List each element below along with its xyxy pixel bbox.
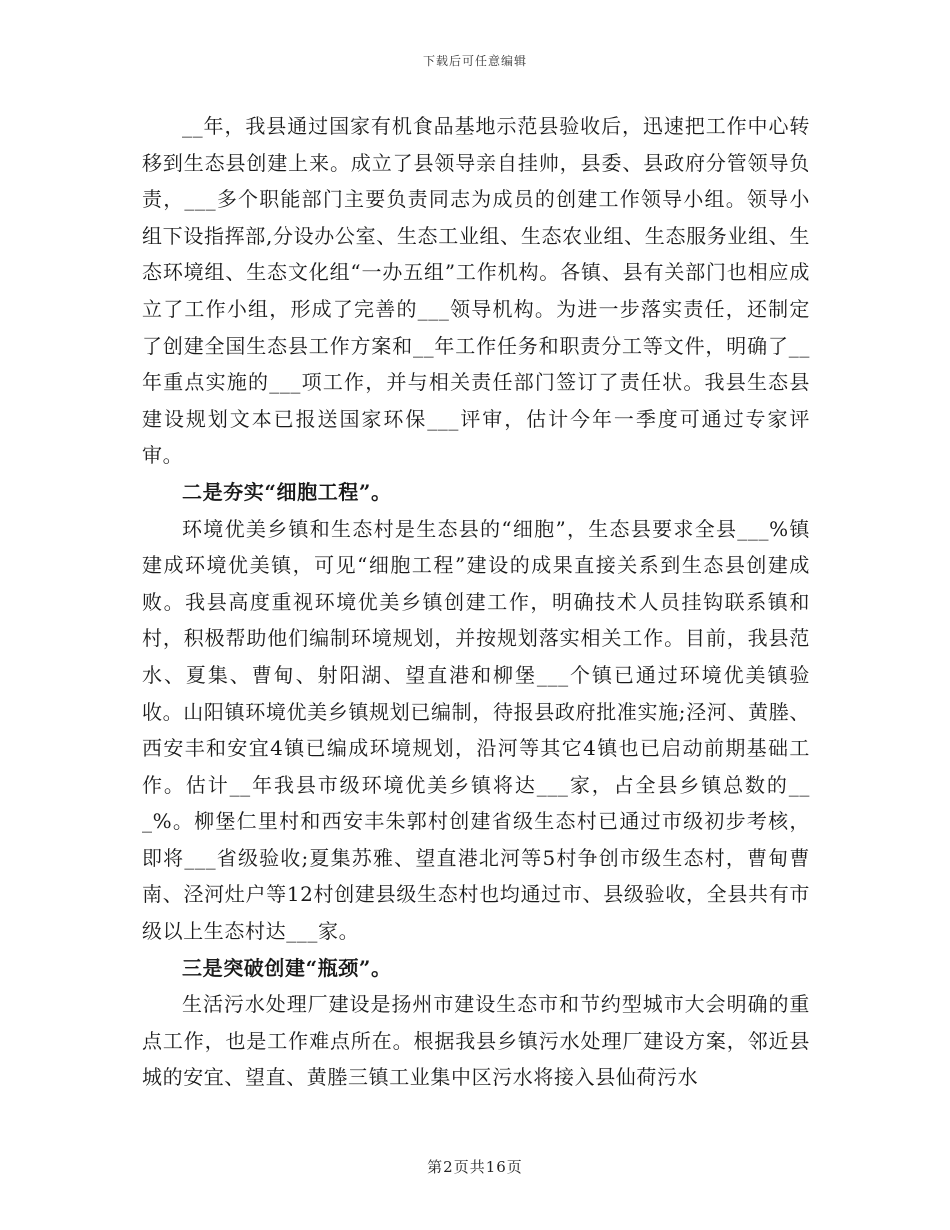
section-heading-bottleneck: 三是突破创建“瓶颈”。 [182, 955, 392, 980]
paragraph-leadership-organization: __年，我县通过国家有机食品基地示范县验收后，迅速把工作中心转移到生态县创建上来。成立了县领导亲自挂帅，县委、县政府分管领导负责，___多个职能部门主要负责同志为成员的创建工作领导小组。领导小组下设指挥部,分设办公室、生态工业组、生态农业组、生态服务业组、生态环境组、生态文化组“一办五组”工作机构。各镇、县有关部门也相应成立了工作小组，形成了完善的___领导机构。为进一步落实责任，还制定了创建全国生态县工作方案和__年工作任务和职责分工等文件，明确了__年重点实施的___项工作，并与相关责任部门签订了责任状。我县生态县建设规划文本已报送国家环保___评审，估计今年一季度可通过专家评审。 [142, 114, 810, 468]
paragraph-sewage-treatment: 生活污水处理厂建设是扬州市建设生态市和节约型城市大会明确的重点工作，也是工作难点所在。根据我县乡镇污水处理厂建设方案，邻近县城的安宜、望直、黄塍三镇工业集中区污水将接入县仙荷污水 [142, 992, 810, 1090]
document-body [142, 108, 810, 1096]
page-number-footer: 第2页共16页 [427, 1158, 523, 1176]
section-heading-cell-project: 二是夯实“细胞工程”。 [182, 479, 392, 504]
paragraph-cell-project: 环境优美乡镇和生态村是生态县的“细胞”，生态县要求全县___%镇建成环境优美镇，可见“细胞工程”建设的成果直接关系到生态县创建成败。我县高度重视环境优美乡镇创建工作，明确技术人员挂钩联系镇和村，积极帮助他们编制环境规划，并按规划落实相关工作。目前，我县范水、夏集、曹甸、射阳湖、望直港和柳堡___个镇已通过环境优美镇验收。山阳镇环境优美乡镇规划已编制，待报县政府批准实施;泾河、黄塍、西安丰和安宜4镇已编成环境规划，沿河等其它4镇也已启动前期基础工作。估计__年我县市级环境优美乡镇将达___家，占全县乡镇总数的___%。柳堡仁里村和西安丰朱郭村创建省级生态村已通过市级初步考核，即将___省级验收;夏集苏雅、望直港北河等5村争创市级生态村，曹甸曹南、泾河灶户等12村创建县级生态村也均通过市、县级验收，全县共有市级以上生态村达___家。 [142, 516, 810, 944]
page-header: 下载后可任意编辑 [422, 54, 527, 68]
